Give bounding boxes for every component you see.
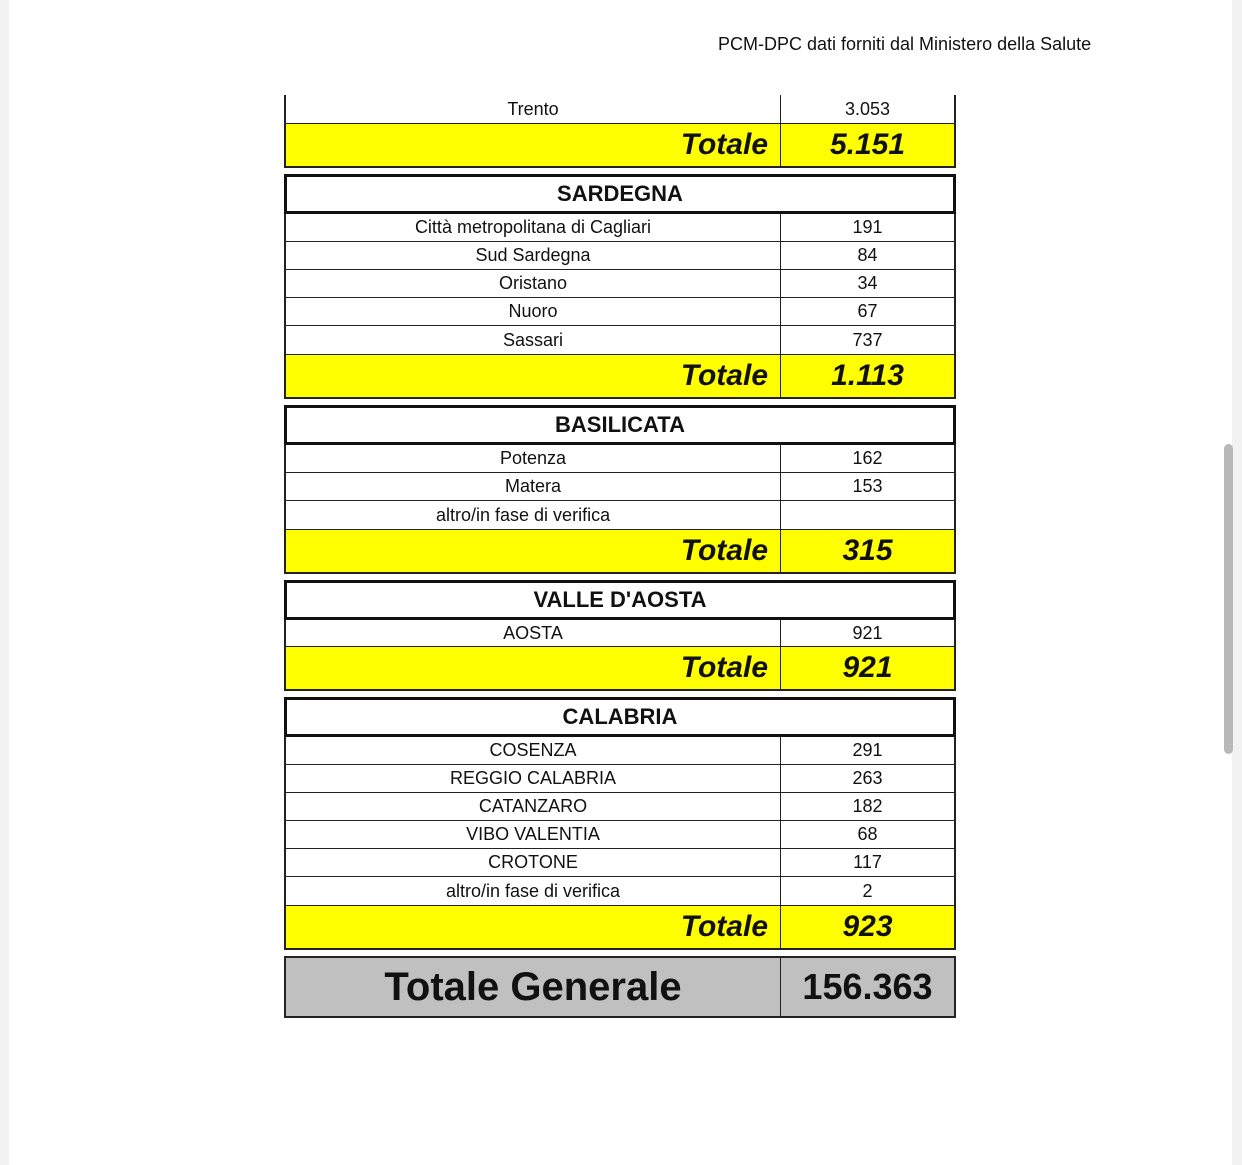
region-total-row: [284, 647, 956, 691]
region-total-row: [284, 906, 956, 950]
province-value: 291: [781, 737, 956, 765]
province-name: Città metropolitana di Cagliari: [284, 214, 781, 242]
province-name: Matera: [284, 473, 781, 501]
province-value: 68: [781, 821, 956, 849]
table-row: [284, 620, 956, 647]
source-note: PCM-DPC dati forniti dal Ministero della Salute: [718, 34, 1092, 54]
grand-total-value: 156.363: [781, 956, 956, 1018]
table-row: [284, 849, 956, 877]
total-value: 315: [781, 530, 956, 574]
region-total-row: [284, 530, 956, 574]
grand-total-label: Totale Generale: [284, 956, 781, 1018]
total-value: 1.113: [781, 355, 956, 399]
total-value: 5.151: [781, 124, 956, 168]
province-value: 182: [781, 793, 956, 821]
total-value: 921: [781, 647, 956, 691]
scrollbar-thumb[interactable]: [1224, 444, 1233, 754]
province-value: 737: [781, 326, 956, 355]
province-name: Potenza: [284, 445, 781, 473]
province-name: Trento: [284, 95, 781, 124]
province-name: REGGIO CALABRIA: [284, 765, 781, 793]
province-name: altro/in fase di verifica: [284, 501, 781, 530]
province-name: CATANZARO: [284, 793, 781, 821]
province-value: 921: [781, 620, 956, 647]
province-name: altro/in fase di verifica: [284, 877, 781, 906]
province-value: 3.053: [781, 95, 956, 124]
province-name: Nuoro: [284, 298, 781, 326]
total-label: Totale: [284, 906, 781, 950]
total-label: Totale: [284, 530, 781, 574]
province-value: 153: [781, 473, 956, 501]
total-value: 923: [781, 906, 956, 950]
province-name: Sassari: [284, 326, 781, 355]
total-label: Totale: [284, 647, 781, 691]
table-row: [284, 326, 956, 355]
province-value: 67: [781, 298, 956, 326]
region-header: SARDEGNA: [284, 174, 956, 214]
table-row: [284, 242, 956, 270]
province-value: [781, 501, 956, 530]
province-value: 84: [781, 242, 956, 270]
region-header: VALLE D'AOSTA: [284, 580, 956, 620]
province-name: COSENZA: [284, 737, 781, 765]
province-name: AOSTA: [284, 620, 781, 647]
table-row: [284, 501, 956, 530]
region-header: CALABRIA: [284, 697, 956, 737]
province-value: 117: [781, 849, 956, 877]
table-row: [284, 445, 956, 473]
table-row: [284, 270, 956, 298]
table-row: [284, 765, 956, 793]
province-name: VIBO VALENTIA: [284, 821, 781, 849]
grand-total-row: [284, 956, 956, 1018]
table-row: [284, 821, 956, 849]
province-name: Sud Sardegna: [284, 242, 781, 270]
region-total-row: [284, 355, 956, 399]
region-total-row: [284, 124, 956, 168]
total-label: Totale: [284, 355, 781, 399]
table-row: [284, 473, 956, 501]
table-row: [284, 737, 956, 765]
region-header: BASILICATA: [284, 405, 956, 445]
province-value: 263: [781, 765, 956, 793]
province-value: 162: [781, 445, 956, 473]
province-name: CROTONE: [284, 849, 781, 877]
table-row: [284, 877, 956, 906]
table-row: [284, 298, 956, 326]
table-row: [284, 95, 956, 124]
table-row: [284, 793, 956, 821]
total-label: Totale: [284, 124, 781, 168]
province-value: 34: [781, 270, 956, 298]
province-value: 2: [781, 877, 956, 906]
table-row: [284, 214, 956, 242]
province-value: 191: [781, 214, 956, 242]
province-name: Oristano: [284, 270, 781, 298]
